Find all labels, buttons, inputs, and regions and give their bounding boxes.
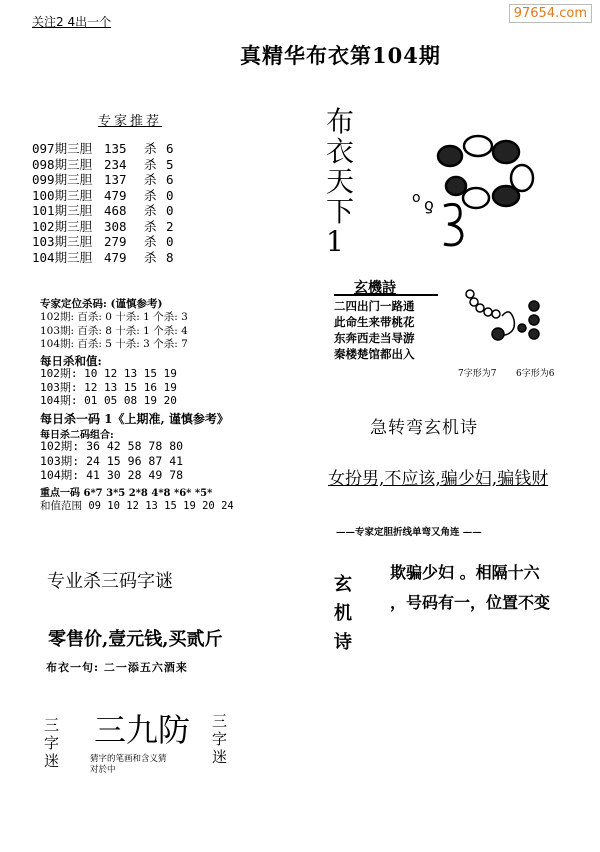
shape-drawing (462, 286, 554, 362)
kill-label-cell: 杀 (144, 249, 157, 265)
issue-cell: 099期三胆 (32, 172, 93, 187)
riddle-subtitle: 专业杀三码字谜 (47, 571, 173, 592)
sum-range-row: 和值范围 09 10 12 13 15 19 20 24 (40, 500, 234, 512)
daily-kill-two-heading: 每日杀二码组合: (40, 430, 114, 441)
list-item: 103期: 12 13 15 16 19 (40, 380, 177, 394)
kill-label-cell: 杀 (144, 234, 157, 249)
shape-label-a: 7字形为7 (458, 369, 497, 379)
list-item: 104期: 01 05 08 19 20 (40, 394, 177, 407)
list-item: 103期: 24 15 96 87 41 (40, 453, 184, 468)
kill-cell: 0 (166, 234, 174, 249)
poem-line: 东奔西走当导游 (334, 331, 415, 345)
riddle-hint-line: 对於中 (90, 765, 116, 775)
follow-note: 关注2 4出一个 (32, 15, 112, 29)
table-row (32, 250, 174, 266)
kill-cell: 8 (166, 249, 174, 265)
cheat-line-2: ，号码有一，位置不变 (390, 593, 551, 612)
riddle-hint-line: 猜字的笔画和含义猜 (90, 754, 167, 764)
shape-label-b: 6字形为6 (516, 369, 555, 379)
kill-cell: 6 (166, 141, 174, 156)
dan-table (32, 141, 174, 265)
position-kill-rows (40, 311, 188, 352)
list-item: 102期: 百杀: 0 十杀: 1 个杀: 3 (40, 311, 188, 323)
number-cell: 279 (104, 234, 127, 249)
issue-cell: 104期三胆 (32, 249, 93, 265)
sum-kill-rows (40, 367, 177, 408)
buyi-line: 布衣一句: 二一添五六酒来 (46, 661, 188, 674)
table-row (32, 157, 174, 173)
list-item: 104期: 百杀: 5 十杀: 3 个杀: 7 (40, 338, 188, 350)
kill-cell: 2 (166, 218, 174, 234)
poem-heading: 玄機詩 (354, 280, 396, 296)
poem-line: 此命生来带桃花 (334, 315, 415, 329)
issue-cell: 102期三胆 (32, 218, 93, 234)
kill-cell: 0 (166, 187, 174, 203)
riddle-hint (90, 754, 167, 776)
anchor-line: ——专家定胆折线单弯又角连 —— (336, 527, 482, 538)
number-cell: 137 (104, 172, 127, 187)
kill-label-cell: 杀 (144, 187, 157, 203)
list-item: 102期: 10 12 13 15 19 (40, 367, 177, 380)
cheat-line-1: 欺骗少妇 。相隔十六 (390, 563, 540, 582)
number-cell: 135 (104, 141, 127, 156)
xuanji-heading: 急转弯玄机诗 (370, 418, 478, 438)
list-item: 103期: 百杀: 8 十杀: 1 个杀: 4 (40, 324, 188, 337)
poem-line: 二四出门一路通 (334, 299, 415, 313)
focus-code-row: 重点一码 6*7 3*5 2*8 4*8 *6* *5* (40, 488, 213, 499)
kill-cell: 0 (166, 203, 174, 218)
kill-label-cell: 杀 (144, 172, 157, 187)
vertical-title: 布衣天下1 (326, 105, 355, 258)
svg-text:ƍ: ƍ (424, 195, 434, 214)
site-watermark: 97654.com (509, 4, 592, 23)
list-item: 102期: 36 42 58 78 80 (40, 439, 184, 453)
kill-cell: 6 (166, 172, 174, 187)
poem-line: 秦楼楚馆都出入 (334, 347, 415, 361)
big-riddle: 三九防 (94, 711, 191, 749)
daily-kill-one: 每日杀一码 1《上期准, 谨慎参考》 (40, 412, 229, 426)
kill-cell: 5 (166, 156, 174, 172)
number-cell: 468 (104, 203, 127, 218)
table-row (32, 203, 174, 219)
xuan-vertical: 玄机诗 (334, 574, 352, 653)
bracelet-drawing (410, 126, 538, 248)
table-row (32, 141, 174, 157)
kill-label-cell: 杀 (144, 156, 157, 172)
kill-label-cell: 杀 (144, 141, 157, 156)
number-cell: 479 (104, 249, 127, 265)
kill-label-cell: 杀 (144, 203, 157, 218)
daily-kill-two-rows (40, 439, 183, 483)
table-row (32, 188, 174, 204)
kill-label-cell: 杀 (144, 218, 157, 234)
list-item: 104期: 41 30 28 49 78 (40, 468, 184, 482)
table-row (32, 172, 174, 188)
table-row (32, 219, 174, 235)
number-cell: 234 (104, 156, 127, 172)
issue-cell: 098期三胆 (32, 156, 93, 172)
price-line: 零售价,壹元钱,买贰斤 (48, 629, 223, 650)
sum-kill-heading: 每日杀和值: (40, 354, 102, 368)
number-cell: 479 (104, 187, 127, 203)
sanzi-right: 三字迷 (212, 712, 228, 766)
svg-text:o: o (412, 190, 421, 206)
page-title: 真精华布衣第104期 (240, 43, 441, 68)
position-kill-heading: 专家定位杀码: (谨慎参考) (40, 298, 163, 310)
expert-heading: 专家推荐 (98, 114, 163, 129)
issue-cell: 100期三胆 (32, 187, 93, 203)
nan-line: 女扮男,不应该,骗少妇,骗钱财 (328, 469, 549, 489)
number-cell: 308 (104, 218, 127, 234)
issue-cell: 101期三胆 (32, 203, 93, 218)
issue-cell: 103期三胆 (32, 234, 93, 249)
sanzi-left: 三字迷 (44, 716, 60, 770)
table-row (32, 234, 174, 250)
issue-cell: 097期三胆 (32, 141, 93, 156)
poem-box (334, 294, 438, 362)
